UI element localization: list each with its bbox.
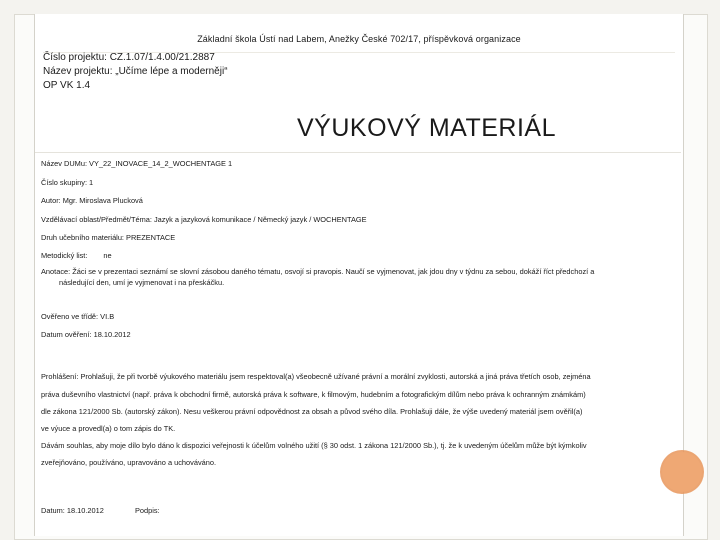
declaration-line-6: zveřejňováno, používáno, upravováno a uchováváno. [41,458,217,467]
worksheet-label: Metodický list: [41,251,88,260]
subject-area: Vzdělávací oblast/Předmět/Téma: Jazyk a jazyková komunikace / Německý jazyk / WOCHENTAGE [41,215,367,224]
content-area [35,152,681,535]
declaration-line-3: dle zákona 121/2000 Sb. (autorský zákon). Nesu veškerou právní odpovědnost za obsah a původ svého díla. Prohlašuji dále, že výše uvedený materiál jsem ověřil(a) [41,407,583,416]
annotation-line-2: následující den, umí je vyjmenovat i na přeskáčku. [59,278,225,287]
declaration-line-1: Prohlášení: Prohlašuji, že při tvorbě výukového materiálu jsem respektoval(a) všeobecně užívané právní a morální zvyklosti, autorská a jiná práva třetích osob, zejména [41,372,591,381]
op-label: OP VK 1.4 [43,80,91,91]
declaration-line-4: ve výuce a provedl(a) o tom zápis do TK. [41,424,176,433]
project-name: Název projektu: „Učíme lépe a moderněji“ [43,66,228,77]
signature-label: Podpis: [135,506,160,515]
declaration-line-2: práva duševního vlastnictví (např. práva k obchodní firmě, autorská práva k software, k filmovým, hudebním a fotografickým dílům nebo práva k ochranným známkám) [41,390,586,399]
verified-date: Datum ověření: 18.10.2012 [41,330,131,339]
footer-date: Datum: 18.10.2012 [41,506,104,515]
declaration-line-5: Dávám souhlas, aby moje dílo bylo dáno k dispozici veřejnosti k účelům volného užití (§ 30 odst. 1 zákona 121/2000 Sb.), tj. že k uvedeným účelům může být kýmkoliv [41,441,587,450]
group-number: Číslo skupiny: 1 [41,178,94,187]
decorative-circle-inner [662,452,702,492]
worksheet-row [41,251,112,260]
project-number: Číslo projektu: CZ.1.07/1.4.00/21.2887 [43,52,215,63]
verified-class: Ověřeno ve třídě: VI.B [41,312,115,321]
slide [34,14,684,536]
main-title: VÝUKOVÝ MATERIÁL [297,114,556,142]
material-type: Druh učebního materiálu: PREZENTACE [41,233,176,242]
author: Autor: Mgr. Miroslava Plucková [41,196,143,205]
annotation-line-1: Anotace: Žáci se v prezentaci seznámí se slovní zásobou daného tématu, osvojí si pravopis. Naučí se vyjmenovat, jak jdou dny v týdnu za sebou, dokáží říct předchozí a [41,267,595,276]
worksheet-value: ne [103,251,112,260]
school-header: Základní škola Ústí nad Labem, Anežky České 702/17, příspěvková organizace [197,34,521,44]
dum-name: Název DUMu: VY_22_INOVACE_14_2_WOCHENTAGE 1 [41,159,233,168]
